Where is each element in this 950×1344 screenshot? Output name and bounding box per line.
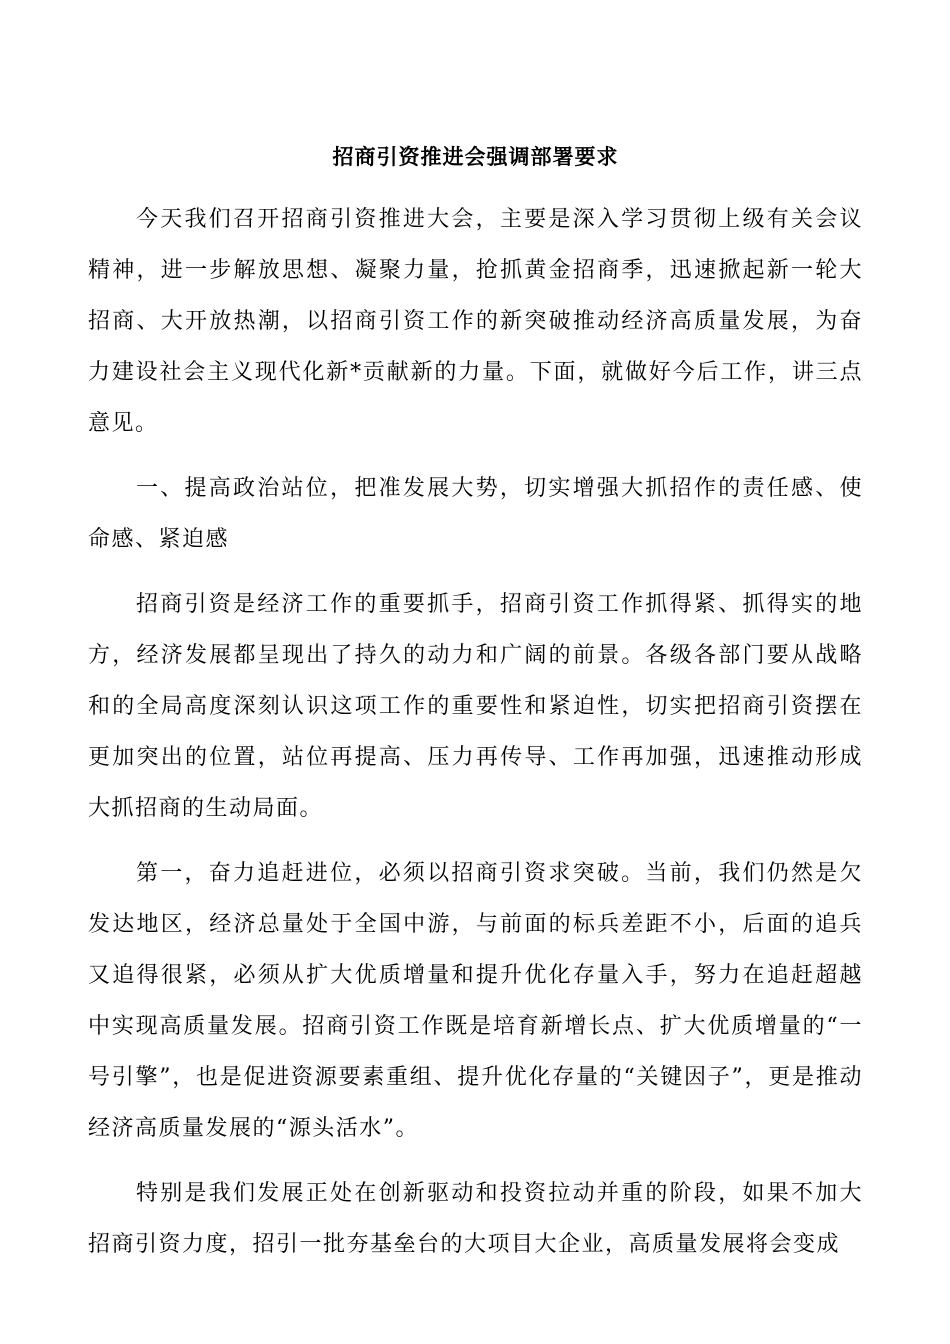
- section-heading-1: 一、提高政治站位，把准发展大势，切实增强大抓招作的责任感、使命感、紧迫感: [88, 476, 863, 552]
- document-body: [88, 194, 863, 1284]
- paragraph-especially: 特别是我们发展正处在创新驱动和投资拉动并重的阶段，如果不加大招商引资力度，招引一批夯基垒台的大项目大企业，高质量发展将会变成: [88, 1181, 863, 1257]
- paragraph-importance: 招商引资是经济工作的重要抓手，招商引资工作抓得紧、抓得实的地方，经济发展都呈现出了持久的动力和广阔的前景。各级各部门要从战略和的全局高度深刻认识这项工作的重要性和紧迫性，切实把招商引资摆在更加突出的位置，站位再提高、压力再传导、工作再加强，迅速推动形成大抓招商的生动局面。: [88, 592, 863, 821]
- document-title: 招商引资推进会强调部署要求: [332, 144, 619, 169]
- paragraph-intro: 今天我们召开招商引资推进大会，主要是深入学习贯彻上级有关会议精神，进一步解放思想、凝聚力量，抢抓黄金招商季，迅速掀起新一轮大招商、大开放热潮，以招商引资工作的新突破推动经济高质量发展，为奋力建设社会主义现代化新*贡献新的力量。下面，就做好今后工作，讲三点意见。: [88, 207, 863, 436]
- paragraph-first-point: 第一，奋力追赶进位，必须以招商引资求突破。当前，我们仍然是欠发达地区，经济总量处于全国中游，与前面的标兵差距不小，后面的追兵又追得很紧，必须从扩大优质增量和提升优化存量入手，努力在追赶超越中实现高质量发展。招商引资工作既是培育新增长点、扩大优质增量的“一号引擎”，也是促进资源要素重组、提升优化存量的“关键因子”，更是推动经济高质量发展的“源头活水”。: [88, 861, 863, 1141]
